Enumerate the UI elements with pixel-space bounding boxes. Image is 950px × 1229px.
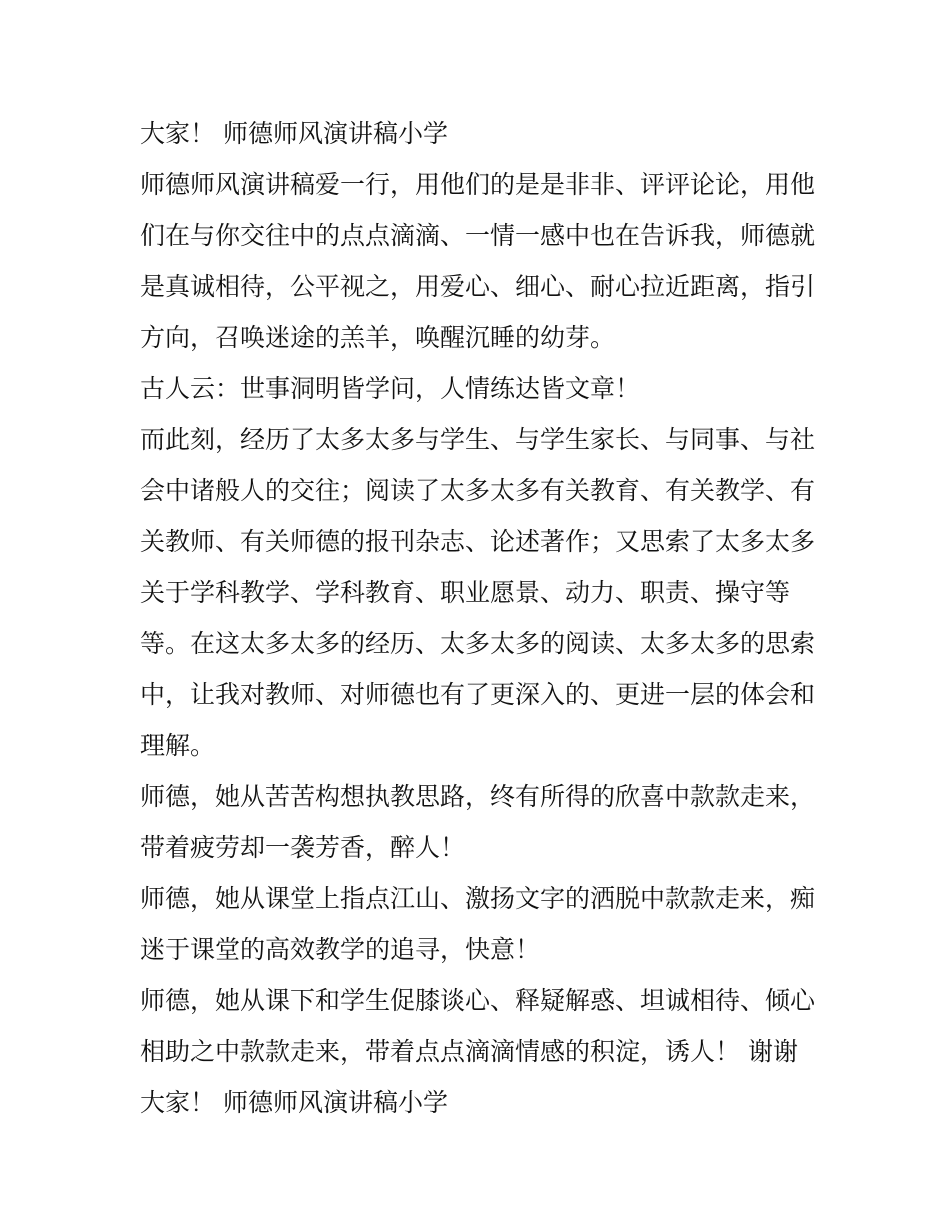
paragraph: 而此刻，经历了太多太多与学生、与学生家长、与同事、与社 会中诸般人的交往；阅读了太多太多有关教育、有关教学、有 关教师、有关师德的报刊杂志、论述著作；又思索了太多太多 关于学科教学、学科教育、职业愿景、动力、职责、操守等 等。在这太多太多的经历、太多太多的阅读、太多太多的思索 中，让我对教师、对师德也有了更深入的、更进一层的体会和 理解。 [140,425,816,760]
paragraph: 师德，她从课下和学生促膝谈心、释疑解惑、坦诚相待、倾心 相助之中款款走来，带着点点滴滴情感的积淀，诱人！ 谢谢 大家！ 师德师风演讲稿小学 [140,986,816,1117]
paragraph: 师德，她从课堂上指点江山、激扬文字的洒脱中款款走来，痴 迷于课堂的高效教学的追寻，快意！ [140,884,816,964]
document-body [140,108,830,1128]
paragraph-quote: 古人云：世事洞明皆学问，人情练达皆文章！ [140,374,641,403]
paragraph: 师德师风演讲稿爱一行，用他们的是是非非、评评论论，用他 们在与你交往中的点点滴滴、一情一感中也在告诉我，师德就 是真诚相待，公平视之，用爱心、细心、耐心拉近距离，指引 方向，召唤迷途的羔羊，唤醒沉睡的幼芽。 [140,170,816,352]
paragraph: 师德，她从苦苦构想执教思路，终有所得的欣喜中款款走来， 带着疲劳却一袭芳香，醉人！ [140,782,816,862]
paragraph-heading: 大家！ 师德师风演讲稿小学 [140,119,448,148]
